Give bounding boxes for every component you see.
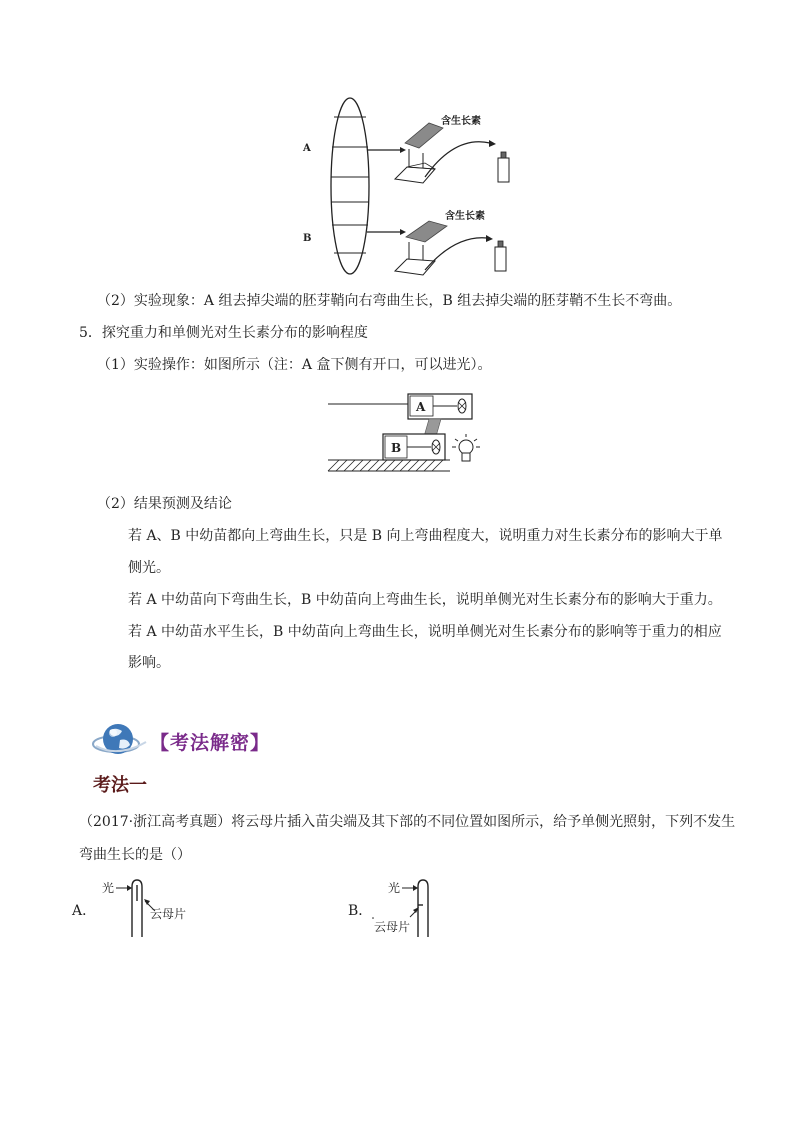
question-line-1: （2017·浙江高考真题）将云母片插入苗尖端及其下部的不同位置如图所示，给予单侧光照射，下列不发生 <box>79 814 736 830</box>
option-a-light-label: 光 <box>102 881 115 895</box>
decapitated-coleoptile-a <box>498 158 509 182</box>
result-1-line-1: 若 A、B 中幼苗都向上弯曲生长，只是 B 向上弯曲程度大，说明重力对生长素分布的影响大于单 <box>128 528 723 544</box>
option-a-label[interactable]: A． <box>72 903 97 919</box>
auxin-label-a: 含生长素 <box>441 116 481 127</box>
phenomenon-text: （2）实验现象：A 组去掉尖端的胚芽鞘向右弯曲生长，B 组去掉尖端的胚芽鞘不生长不弯曲。 <box>97 293 682 309</box>
option-a-mica-label: 云母片 <box>150 907 187 921</box>
globe-icon <box>92 718 154 760</box>
option-b-light-label: 光 <box>388 881 401 895</box>
result-3-line-2: 影响。 <box>128 655 170 671</box>
coleoptile-outline <box>331 98 369 274</box>
operation-text: （1）实验操作：如图所示（注：A 盒下侧有开口，可以进光）。 <box>97 357 492 373</box>
option-b-figure[interactable] <box>368 875 468 945</box>
figure-label-b: B <box>303 233 312 244</box>
question-line-2: 弯曲生长的是（） <box>79 847 191 863</box>
agar-block-a <box>405 123 443 148</box>
agar-block-b <box>406 221 447 242</box>
option-b-label[interactable]: B． <box>348 903 373 919</box>
option-a-figure[interactable] <box>100 875 200 945</box>
gravity-light-figure <box>325 390 495 475</box>
decapitated-coleoptile-b <box>495 247 506 271</box>
section-title: 【考法解密】 <box>150 732 271 754</box>
option-b-mica-label: 云母片 <box>374 920 411 934</box>
box-a-label: A <box>416 400 426 414</box>
box-b-label: B <box>391 441 402 455</box>
method-title: 考法一 <box>93 775 147 796</box>
auxin-label-b: 含生长素 <box>445 211 485 222</box>
light-bulb-icon <box>452 434 480 461</box>
result-2: 若 A 中幼苗向下弯曲生长，B 中幼苗向上弯曲生长，说明单侧光对生长素分布的影响大于重力。 <box>128 592 722 608</box>
item-5-heading: 5．探究重力和单侧光对生长素分布的影响程度 <box>79 325 368 341</box>
result-3-line-1: 若 A 中幼苗水平生长，B 中幼苗向上弯曲生长，说明单侧光对生长素分布的影响等于重力的相应 <box>128 624 722 640</box>
auxin-experiment-figure <box>295 95 525 280</box>
results-heading: （2）结果预测及结论 <box>97 496 232 512</box>
figure-label-a: A <box>303 143 311 154</box>
result-1-line-2: 侧光。 <box>128 560 170 576</box>
